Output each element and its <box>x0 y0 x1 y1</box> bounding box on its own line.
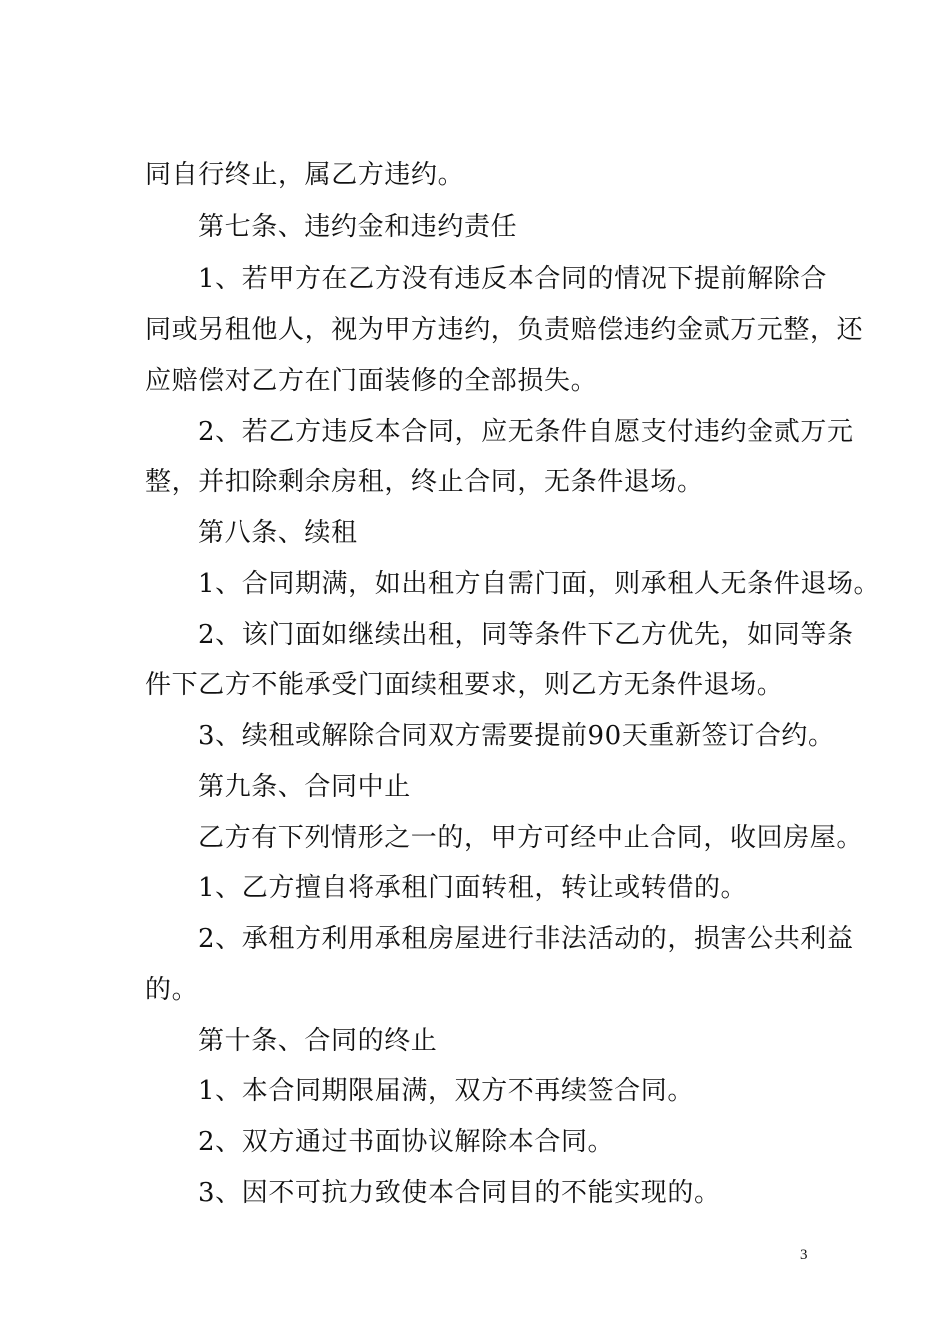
text-line-7: 整，并扣除剩余房租，终止合同，无条件退场。 <box>145 467 704 497</box>
text-line-6: 2、若乙方违反本合同，应无条件自愿支付违约金贰万元 <box>198 417 854 447</box>
section-heading-10: 第十条、合同的终止 <box>198 1026 438 1056</box>
text-line-15: 1、乙方擅自将承租门面转租，转让或转借的。 <box>198 873 748 903</box>
section-heading-7: 第七条、违约金和违约责任 <box>198 212 518 242</box>
text-line-10: 2、该门面如继续出租，同等条件下乙方优先，如同等条 <box>198 620 854 650</box>
text-line-14: 乙方有下列情形之一的，甲方可经中止合同，收回房屋。 <box>198 823 864 853</box>
text-line-12: 3、续租或解除合同双方需要提前90天重新签订合约。 <box>198 721 835 751</box>
text-line-5: 应赔偿对乙方在门面装修的全部损失。 <box>145 366 598 396</box>
text-line-9: 1、合同期满，如出租方自需门面，则承租人无条件退场。 <box>198 569 881 599</box>
text-line-4: 同或另租他人，视为甲方违约，负责赔偿违约金贰万元整，还 <box>145 315 864 345</box>
text-line-21: 3、因不可抗力致使本合同目的不能实现的。 <box>198 1178 721 1208</box>
text-line-11: 件下乙方不能承受门面续租要求，则乙方无条件退场。 <box>145 670 784 700</box>
text-line-20: 2、双方通过书面协议解除本合同。 <box>198 1127 615 1157</box>
text-line-16: 2、承租方利用承租房屋进行非法活动的，损害公共利益 <box>198 924 854 954</box>
text-line-19: 1、本合同期限届满，双方不再续签合同。 <box>198 1076 694 1106</box>
page-number: 3 <box>800 1247 808 1263</box>
text-line-17: 的。 <box>145 975 199 1005</box>
text-line-1: 同自行终止，属乙方违约。 <box>145 160 465 190</box>
text-line-3: 1、若甲方在乙方没有违反本合同的情况下提前解除合 <box>198 264 827 294</box>
section-heading-8: 第八条、续租 <box>198 518 358 548</box>
section-heading-9: 第九条、合同中止 <box>198 772 411 802</box>
